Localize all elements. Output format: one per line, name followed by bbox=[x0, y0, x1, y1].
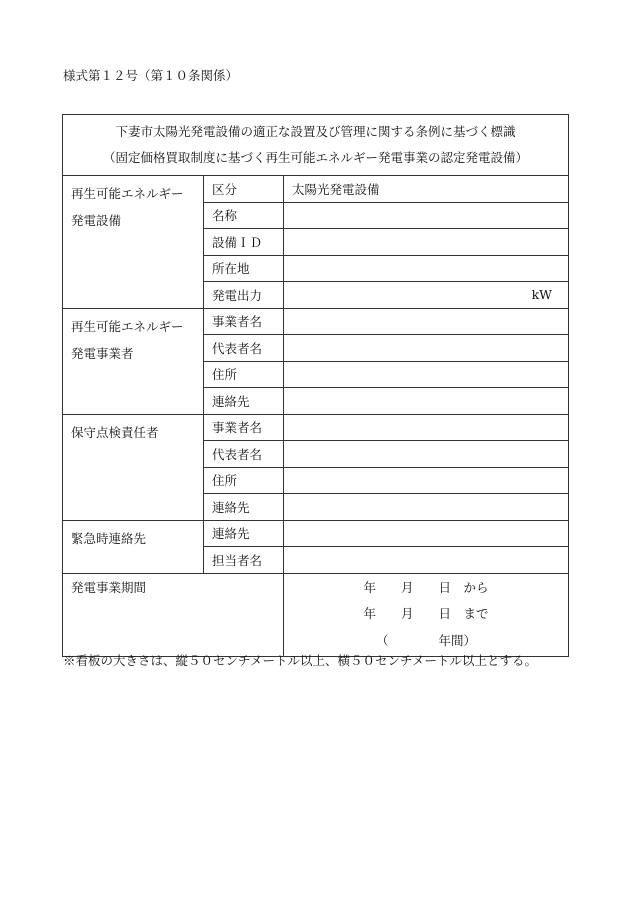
row-value bbox=[284, 361, 569, 388]
output-unit: kW bbox=[284, 282, 569, 309]
row-label: 事業者名 bbox=[204, 308, 284, 335]
period-start: 年 月 日 から bbox=[363, 579, 489, 595]
row-value bbox=[284, 229, 569, 256]
row-label: 名称 bbox=[204, 202, 284, 229]
title-row bbox=[63, 115, 569, 176]
row-label: 代表者名 bbox=[204, 441, 284, 468]
row-label: 連絡先 bbox=[204, 388, 284, 415]
category-equipment bbox=[63, 176, 204, 309]
row-value bbox=[284, 441, 569, 468]
period-value bbox=[284, 573, 569, 656]
row-label: 設備ＩＤ bbox=[204, 229, 284, 256]
sign-table bbox=[62, 114, 569, 657]
row-value bbox=[284, 202, 569, 229]
row-label: 代表者名 bbox=[204, 335, 284, 362]
category-label: 再生可能エネルギー 発電設備 bbox=[71, 186, 184, 228]
table-row bbox=[63, 520, 569, 547]
footnote: ※看板の大きさは、縦５０センチメートル以上、横５０センチメートル以上とする。 bbox=[63, 653, 538, 668]
row-value bbox=[284, 467, 569, 494]
category-label: 再生可能エネルギー 発電事業者 bbox=[71, 318, 184, 361]
category-emergency: 緊急時連絡先 bbox=[63, 520, 204, 573]
row-value bbox=[284, 520, 569, 547]
row-label: 連絡先 bbox=[204, 494, 284, 521]
table-row bbox=[63, 414, 569, 441]
row-value bbox=[284, 255, 569, 282]
row-value bbox=[284, 494, 569, 521]
row-label: 事業者名 bbox=[204, 414, 284, 441]
row-label: 住所 bbox=[204, 361, 284, 388]
period-years: （ 年間） bbox=[376, 632, 477, 648]
table-row bbox=[63, 573, 569, 656]
period-end: 年 月 日 まで bbox=[363, 606, 489, 622]
table-row bbox=[63, 308, 569, 335]
row-value bbox=[284, 388, 569, 415]
category-period: 発電事業期間 bbox=[63, 573, 284, 656]
sign-title bbox=[63, 115, 569, 176]
row-value bbox=[284, 308, 569, 335]
row-value bbox=[284, 335, 569, 362]
row-label: 所在地 bbox=[204, 255, 284, 282]
category-operator bbox=[63, 308, 204, 414]
row-label: 住所 bbox=[204, 467, 284, 494]
row-value: 太陽光発電設備 bbox=[284, 176, 569, 203]
row-value bbox=[284, 414, 569, 441]
row-value bbox=[284, 547, 569, 574]
row-label: 発電出力 bbox=[204, 282, 284, 309]
row-label: 連絡先 bbox=[204, 520, 284, 547]
row-label: 担当者名 bbox=[204, 547, 284, 574]
table-row bbox=[63, 176, 569, 203]
sign-title-line1: 下妻市太陽光発電設備の適正な設置及び管理に関する条例に基づく標識 bbox=[115, 124, 516, 139]
row-label: 区分 bbox=[204, 176, 284, 203]
sign-title-line2: （固定価格買取制度に基づく再生可能エネルギー発電事業の認定発電設備） bbox=[103, 150, 529, 165]
category-maintenance: 保守点検責任者 bbox=[63, 414, 204, 520]
form-number: 様式第１２号（第１０条関係） bbox=[63, 68, 239, 83]
